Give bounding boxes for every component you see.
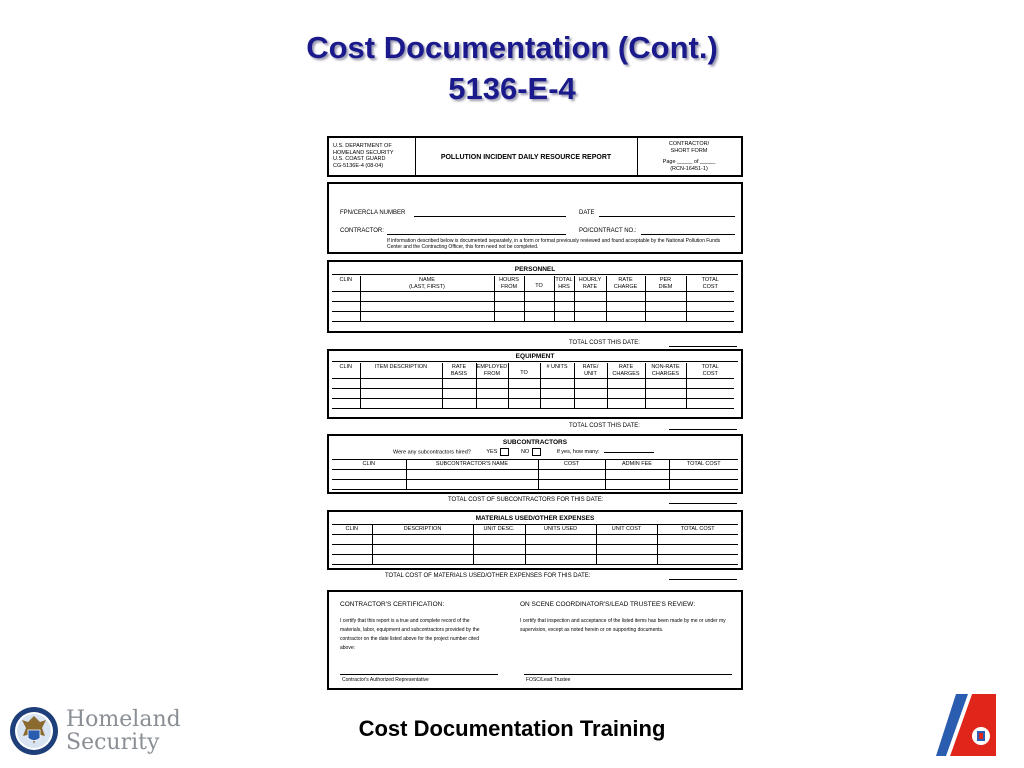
col-name: NAME (LAST, FIRST) [360,276,494,292]
table-row [332,302,734,312]
slide-subtitle: 5136-E-4 [448,71,576,106]
form-type-line: CONTRACTOR/ [668,141,710,147]
col-total-cost: TOTAL COST [669,460,738,470]
po-label: PO/CONTRACT NO.: [579,228,637,234]
col-rate-charges: RATE CHARGES [607,363,645,379]
col-clin: CLIN [332,363,360,379]
equipment-section [327,349,743,419]
col-rate-charge: RATE CHARGE [606,276,645,292]
materials-heading: MATERIALS USED/OTHER EXPENSES [475,515,595,522]
logo-text-line: Homeland [66,707,181,732]
col-total-cost: TOTAL COST [686,276,734,292]
col-admin-fee: ADMIN FEE [605,460,669,470]
contractor-form-label [637,141,741,172]
logo-text-line: Security [66,730,160,755]
col-per-diem: PER DIEM [645,276,686,292]
col-clin: CLIN [332,460,406,470]
personnel-heading: PERSONNEL [514,266,556,273]
table-row [332,469,738,479]
contractor-label: CONTRACTOR: [340,228,384,234]
col-rate-basis: RATE BASIS [442,363,476,379]
col-unit-desc: UNIT DESC. [473,525,525,535]
col-to: TO [508,363,540,379]
col-units-used: UNITS USED [525,525,596,535]
uscg-stripe-logo-icon [936,694,996,756]
slide-title: Cost Documentation (Cont.) [306,30,718,65]
col-total-hrs: TOTAL HRS [555,277,573,290]
col-cost: COST [538,460,605,470]
col-hours-from: HOURS FROM [494,276,524,292]
col-non-rate-charges: NON-RATE CHARGES [645,363,686,379]
fpn-label: FPN/CERCLA NUMBER [340,210,406,216]
certification-section [327,590,743,690]
subcontractor-question-row [393,448,654,456]
col-description: DESCRIPTION [372,525,473,535]
subcontractors-heading: SUBCONTRACTORS [502,439,568,446]
equipment-table [332,363,734,409]
agency-line: HOMELAND SECURITY [333,149,394,156]
personnel-section [327,260,743,333]
rcn-label: (RCN-16451-1) [670,165,708,172]
form-header [327,136,743,177]
col-units: # UNITS [540,363,574,379]
col-subcontractor-name: SUBCONTRACTOR'S NAME [406,460,538,470]
contractor-signature-label: Contractor's Authorized Representative [342,677,429,683]
col-rate-unit: RATE/ UNIT [574,363,607,379]
personnel-total-label: TOTAL COST THIS DATE: [569,340,640,346]
osc-signature-label: FOSC/Lead Trustee [526,677,571,683]
how-many-field[interactable] [604,452,654,453]
agency-line: CG-5136E-4 (08-04) [333,162,384,169]
col-total-cost: TOTAL COST [657,525,738,535]
personnel-table [332,276,734,322]
no-label: NO [520,449,530,456]
materials-total-label: TOTAL COST OF MATERIALS USED/OTHER EXPENSES FOR THIS DATE: [385,573,591,579]
col-unit-cost: UNIT COST [596,525,657,535]
subcontractors-total-label: TOTAL COST OF SUBCONTRACTORS FOR THIS DATE: [448,497,604,503]
table-row [332,379,734,389]
table-row [332,554,738,564]
table-row [332,292,734,302]
date-label: DATE [579,210,595,216]
contractor-cert-text: I certify that this report is a true and complete record of the materials, labor, equipment and subcontractors provided by the contractor on the date listed above for the project number cited above: [340,618,480,651]
table-row [332,399,734,409]
table-row [332,534,738,544]
form-info-box [327,182,743,254]
yes-checkbox[interactable] [500,448,509,456]
subcontractor-question: Were any subcontractors hired? [393,449,471,456]
table-row [332,544,738,554]
form-title: POLLUTION INCIDENT DAILY RESOURCE REPORT [440,154,612,161]
osc-review-heading: ON SCENE COORDINATOR'S/LEAD TRUSTEE'S REVIEW: [520,601,696,608]
col-total-cost: TOTAL COST [686,363,734,379]
contractor-cert-heading: CONTRACTOR'S CERTIFICATION: [340,601,445,608]
col-hourly-rate: HOURLY RATE [574,276,606,292]
slide-footer: Cost Documentation Training [358,716,666,741]
notice-text: If information described below is documented separately, in a form or format previously reviewed and found acceptable by the National Pollution Funds Center and the Contracting Officer, this form need not be completed. [387,238,721,250]
materials-section [327,510,743,570]
col-employed-from: EMPLOYED FROM [476,364,508,377]
no-checkbox[interactable] [532,448,541,456]
table-row [332,389,734,399]
equipment-total-label: TOTAL COST THIS DATE: [569,423,640,429]
osc-review-text: I certify that inspection and acceptance of the listed items has been made by me or under my supervision, except as noted herein or on supporting documents. [520,618,726,633]
table-row [332,312,734,322]
agency-block [333,143,413,169]
col-clin: CLIN [332,276,360,292]
page-label: Page _____ of _____ [662,159,716,165]
yes-label: YES [486,449,498,456]
col-clin: CLIN [332,525,372,535]
col-to: TO [524,276,554,292]
materials-table [332,524,738,565]
subcontractors-table [332,459,738,490]
equipment-heading: EQUIPMENT [515,353,555,360]
how-many-label: If yes, how many: [556,449,600,456]
form-type-line: SHORT FORM [670,147,708,154]
subcontractors-section [327,434,743,494]
col-item-description: ITEM DESCRIPTION [360,363,442,379]
agency-line: U.S. COAST GUARD [333,156,386,162]
agency-line: U.S. DEPARTMENT OF [333,143,392,149]
table-row [332,479,738,489]
